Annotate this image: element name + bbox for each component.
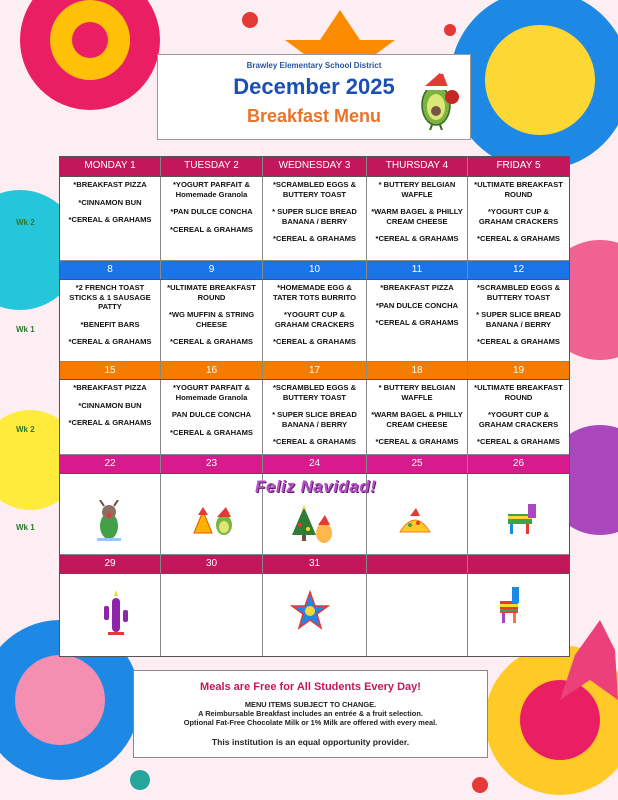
menu-cell xyxy=(468,280,569,361)
menu-cell xyxy=(263,177,367,260)
menu-item: *2 FRENCH TOAST STICKS & 1 SAUSAGE PATTY xyxy=(69,283,151,311)
menu-item: *PAN DULCE CONCHA xyxy=(170,207,253,216)
menu-item: *YOGURT PARFAIT & Homemade Granola xyxy=(172,180,251,199)
date-number: 26 xyxy=(512,458,525,469)
menu-item: *ULTIMATE BREAKFAST ROUND xyxy=(474,180,563,199)
date-number: 18 xyxy=(367,362,468,379)
reindeer-icon xyxy=(92,500,126,544)
day-header: WEDNESDAY 3 xyxy=(263,157,367,176)
week-label: Wk 1 xyxy=(16,325,35,334)
menu-item: *CEREAL & GRAHAMS xyxy=(477,337,560,346)
menu-cell xyxy=(367,380,468,454)
cactus-icon xyxy=(100,590,132,636)
star-pinata-icon xyxy=(290,590,330,632)
menu-item: *CEREAL & GRAHAMS xyxy=(68,337,152,346)
menu-item: *BREAKFAST PIZZA xyxy=(73,383,147,392)
menu-item: *CEREAL & GRAHAMS xyxy=(375,234,459,243)
menu-item: *CEREAL & GRAHAMS xyxy=(477,234,560,243)
district-name: Brawley Elementary School District xyxy=(246,61,382,70)
date-number: 12 xyxy=(512,264,525,275)
menu-cell xyxy=(468,380,569,454)
menu-cell xyxy=(60,177,161,260)
menu-cell xyxy=(263,380,367,454)
week2-date-row xyxy=(60,261,569,280)
day-header: TUESDAY 2 xyxy=(161,157,263,176)
week-label: Wk 2 xyxy=(16,218,35,227)
menu-item: *YOGURT PARFAIT & Homemade Granola xyxy=(172,383,251,402)
date-number: 17 xyxy=(263,362,367,379)
menu-cell xyxy=(468,177,569,260)
menu-item: *CEREAL & GRAHAMS xyxy=(170,224,253,234)
holiday-cell xyxy=(161,574,263,656)
menu-item: *ULTIMATE BREAKFAST ROUND xyxy=(474,383,563,402)
menu-item: * BUTTERY BELGIAN WAFFLE xyxy=(378,383,456,402)
avocado-santa-icon xyxy=(416,67,460,131)
pinata-llama-icon xyxy=(496,585,526,625)
menu-item: *CEREAL & GRAHAMS xyxy=(273,337,356,346)
date-number: 10 xyxy=(263,261,367,279)
menu-item: *WARM BAGEL & PHILLY CREAM CHEESE xyxy=(371,410,463,429)
day-header: MONDAY 1 xyxy=(60,157,161,176)
menu-item: *YOGURT CUP & GRAHAM CRACKERS xyxy=(478,410,559,429)
menu-cell xyxy=(161,380,263,454)
date-number: 30 xyxy=(161,555,263,573)
week4-date-row xyxy=(60,455,569,474)
week2-row xyxy=(60,280,569,362)
week3-row xyxy=(60,380,569,455)
week-label: Wk 2 xyxy=(16,425,35,434)
date-number: 29 xyxy=(60,555,161,573)
menu-item: * SUPER SLICE BREAD BANANA / BERRY xyxy=(272,207,357,226)
nacho-and-avocado-icon xyxy=(190,505,236,537)
date-number: 16 xyxy=(161,362,263,379)
footer-note: Optional Fat-Free Chocolate Milk or 1% Milk are offered with every meal. xyxy=(183,718,438,727)
menu-item: *CINNAMON BUN xyxy=(78,197,142,207)
week1-row xyxy=(60,177,569,261)
menu-item: *CINNAMON BUN xyxy=(78,400,142,410)
pinata-donkey-icon xyxy=(502,502,542,536)
title-box xyxy=(157,54,471,140)
week5-date-row xyxy=(60,555,569,574)
day-header-row xyxy=(60,157,569,177)
menu-item: *CEREAL & GRAHAMS xyxy=(273,234,356,243)
menu-item: *CEREAL & GRAHAMS xyxy=(273,437,356,446)
footer-box xyxy=(133,670,488,758)
date-number: 9 xyxy=(161,261,263,279)
menu-item: *SCRAMBLED EGGS & BUTTERY TOAST xyxy=(272,383,357,402)
menu-item: *ULTIMATE BREAKFAST ROUND xyxy=(167,283,256,302)
menu-item: *SCRAMBLED EGGS & BUTTERY TOAST xyxy=(272,180,357,199)
menu-title: Breakfast Menu xyxy=(246,106,382,126)
menu-cell xyxy=(263,280,367,361)
menu-item: * BUTTERY BELGIAN WAFFLE xyxy=(378,180,456,199)
equal-opportunity-statement: This institution is an equal opportunity provider. xyxy=(211,737,410,747)
menu-item: PAN DULCE CONCHA xyxy=(171,410,252,419)
menu-item: *CEREAL & GRAHAMS xyxy=(68,418,152,427)
week3-date-row xyxy=(60,362,569,380)
menu-item: *BREAKFAST PIZZA xyxy=(380,283,454,292)
menu-item: *SCRAMBLED EGGS & BUTTERY TOAST xyxy=(476,283,561,302)
taco-icon xyxy=(398,508,432,534)
date-number: 8 xyxy=(60,261,161,279)
menu-item: *CEREAL & GRAHAMS xyxy=(68,215,152,224)
date-number xyxy=(468,555,569,573)
date-number: 22 xyxy=(60,455,161,473)
menu-item: *CEREAL & GRAHAMS xyxy=(170,337,253,346)
holiday-greeting: Feliz Navidad! xyxy=(255,477,377,496)
menu-item: *YOGURT CUP & GRAHAM CRACKERS xyxy=(478,207,559,226)
month-title: December 2025 xyxy=(233,74,395,99)
menu-item: *CEREAL & GRAHAMS xyxy=(170,427,253,437)
date-number: 15 xyxy=(60,362,161,379)
free-meals-headline: Meals are Free for All Students Every Day! xyxy=(200,681,421,693)
menu-item: *HOMEMADE EGG & TATER TOTS BURRITO xyxy=(273,283,356,302)
menu-item: *BREAKFAST PIZZA xyxy=(73,180,147,189)
menu-cell xyxy=(367,280,468,361)
menu-item: *PAN DULCE CONCHA xyxy=(375,300,459,310)
menu-cell xyxy=(60,380,161,454)
week-label: Wk 1 xyxy=(16,523,35,532)
footer-note: MENU ITEMS SUBJECT TO CHANGE. xyxy=(244,700,377,709)
menu-item: *CEREAL & GRAHAMS xyxy=(375,437,459,446)
menu-cell xyxy=(161,280,263,361)
menu-item: *WARM BAGEL & PHILLY CREAM CHEESE xyxy=(371,207,463,226)
menu-cell xyxy=(367,177,468,260)
menu-item: *BENEFIT BARS xyxy=(80,319,140,329)
date-number: 24 xyxy=(263,455,367,473)
date-number: 25 xyxy=(367,455,468,473)
menu-cell xyxy=(161,177,263,260)
day-header: THURSDAY 4 xyxy=(367,157,468,176)
menu-item: *YOGURT CUP & GRAHAM CRACKERS xyxy=(274,310,355,329)
date-number: 11 xyxy=(367,261,468,279)
menu-item: * SUPER SLICE BREAD BANANA / BERRY xyxy=(272,410,357,429)
holiday-cell xyxy=(367,574,468,656)
christmas-tree-icon xyxy=(290,505,336,545)
menu-item: *WG MUFFIN & STRING CHEESE xyxy=(168,310,255,329)
date-number: 19 xyxy=(512,365,525,376)
menu-item: *CEREAL & GRAHAMS xyxy=(477,437,560,446)
date-number xyxy=(367,555,468,573)
menu-calendar xyxy=(59,156,570,657)
menu-item: *CEREAL & GRAHAMS xyxy=(375,318,459,327)
date-number: 23 xyxy=(161,455,263,473)
footer-note: A Reimbursable Breakfast includes an entrée & a fruit selection. xyxy=(198,709,423,718)
menu-cell xyxy=(60,280,161,361)
day-header: FRIDAY 5 xyxy=(496,160,541,171)
date-number: 31 xyxy=(263,555,367,573)
menu-item: * SUPER SLICE BREAD BANANA / BERRY xyxy=(476,310,561,329)
